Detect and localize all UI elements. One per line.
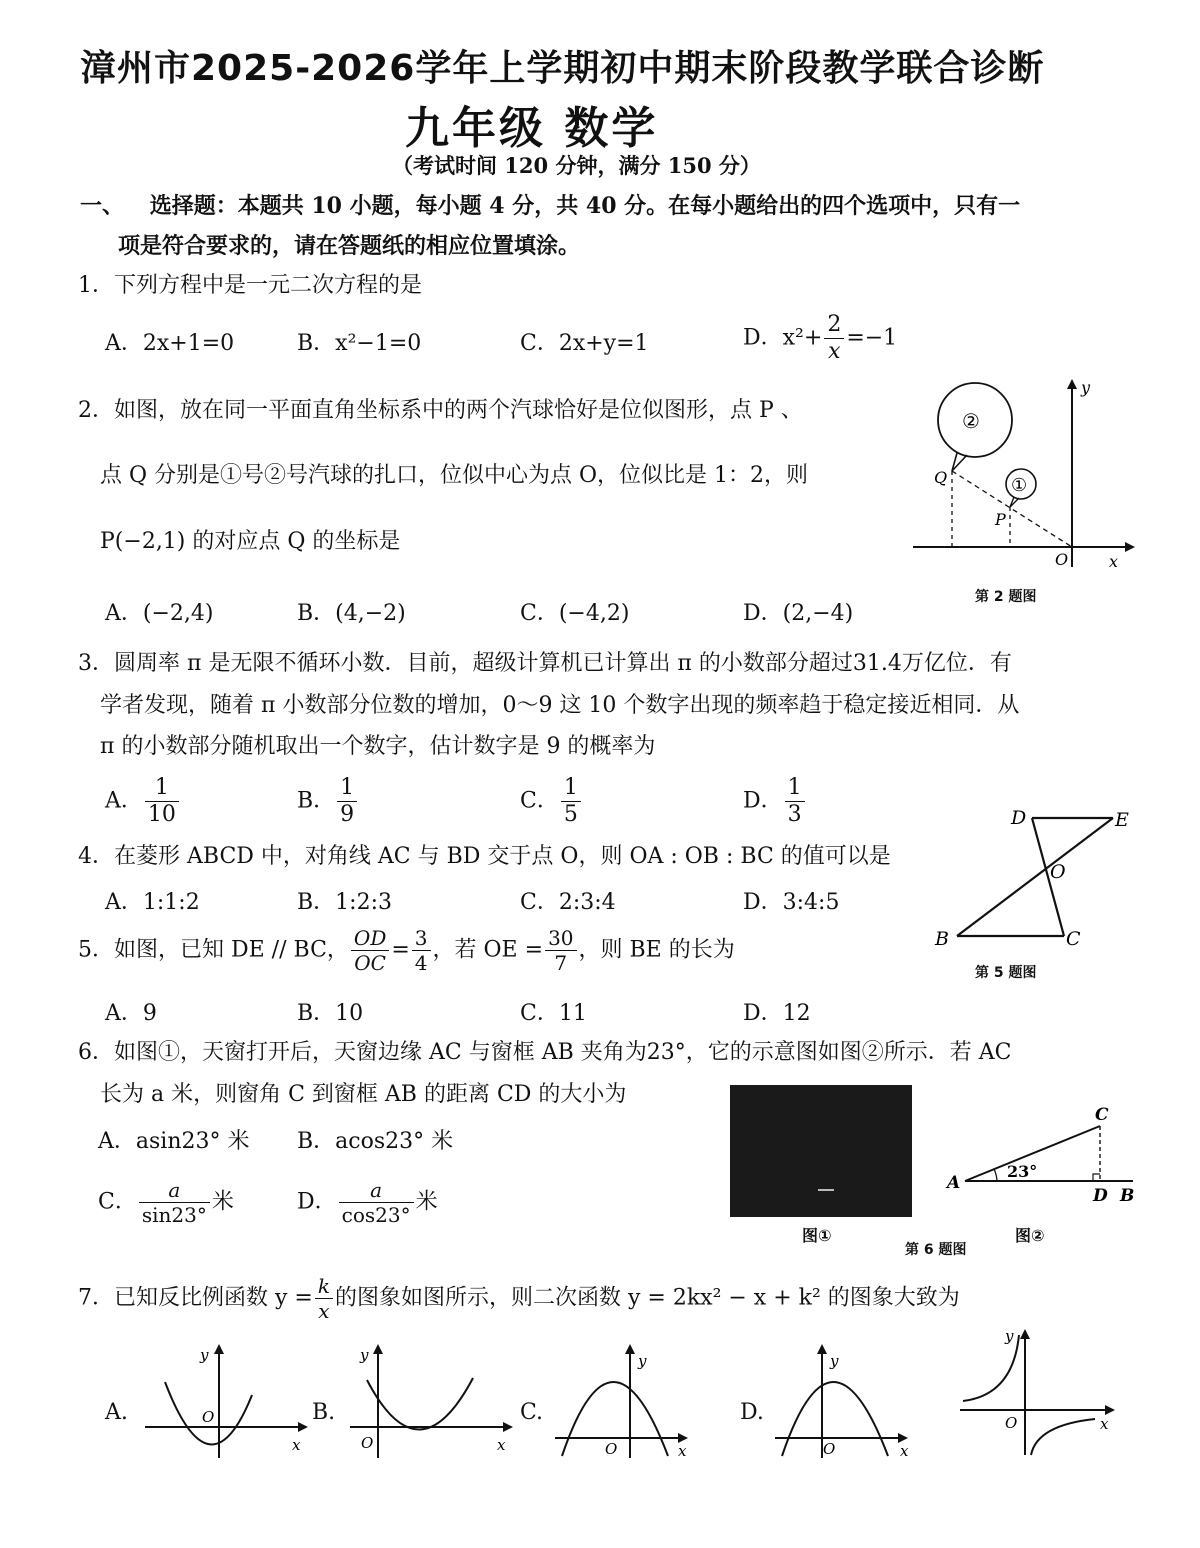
section-intro-line2: 项是符合要求的，请在答题纸的相应位置填涂。 [118,233,581,259]
point-d-label: D [1093,1186,1108,1206]
section-label: 一、 [80,193,125,219]
option-label: D． [297,1189,337,1215]
question-3-line1: 3．圆周率 π 是无限不循环小数．目前，超级计算机已计算出 π 的小数部分超过31.4万亿位．有 [78,651,1012,676]
y-axis-arrow [1020,1329,1030,1339]
q7-inverse-function-graph [955,1325,1125,1460]
origin-label: O [202,1408,215,1426]
q3-option-d-fraction [785,777,805,826]
equals-sign: = [391,937,410,963]
unit-label: 米 [415,1189,438,1215]
y-axis-arrow [214,1344,224,1354]
x-axis-arrow [1125,542,1135,552]
x-axis-arrow [298,1422,308,1432]
angle-label: 23° [1007,1162,1038,1181]
fraction-denominator: 5 [563,802,578,827]
q5-option-a: A．9 [105,1001,157,1026]
q3-option-c [520,777,583,826]
fraction-numerator: k [315,1276,333,1299]
point-o-label: O [1050,861,1066,883]
question-2-line3: P(−2,1) 的对应点 Q 的坐标是 [100,529,401,554]
fraction-denominator: cos23° [341,1203,411,1227]
exam-title: 漳州市2025-2026学年上学期初中期末阶段教学联合诊断 [80,48,1045,89]
fraction-denominator: 4 [414,951,428,975]
q2-option-c: C．(−4,2) [520,601,630,626]
q1-option-d-prefix: D．x²+ [743,325,823,351]
q2-option-b: B．(4,−2) [297,601,406,626]
q5-fraction-od-oc [351,928,389,973]
fraction-numerator: 1 [561,777,581,802]
q5-figure [925,800,1140,955]
photo-highlight [818,1189,834,1191]
angle-arc [994,1169,997,1181]
section-intro [80,186,1140,266]
option-label: A． [105,788,143,814]
q6-option-c [98,1180,234,1225]
q2-option-d: D．(2,−4) [743,601,854,626]
q5-figure-caption: 第 5 题图 [975,965,1037,981]
question-6-line2: 长为 a 米，则窗角 C 到窗框 AB 的距离 CD 的大小为 [100,1082,627,1107]
q2-option-a: A．(−2,4) [105,601,214,626]
q7-stem-part1: 7．已知反比例函数 y = [78,1285,313,1311]
question-3-line3: π 的小数部分随机取出一个数字，估计数字是 9 的概率为 [100,734,656,759]
q3-option-c-fraction [561,777,581,826]
origin-label: O [605,1440,618,1458]
fraction-numerator: OD [351,928,389,951]
q4-option-d: D．3:4:5 [743,890,840,915]
q4-option-a: A．1:1:2 [105,890,200,915]
option-label: B． [297,788,336,814]
y-axis-label: y [360,1346,369,1364]
q6-option-c-fraction [139,1180,210,1225]
x-axis-label: x [497,1436,506,1454]
parabola [367,1378,473,1430]
q6-option-a: A．asin23° 米 [98,1129,250,1154]
q5-stem-part1: 5．如图，已知 DE // BC， [78,937,349,963]
fraction-numerator: a [339,1180,414,1203]
x-axis-label: x [1109,552,1119,571]
q5-option-b: B．10 [297,1001,364,1026]
q1-option-b: B．x²−1=0 [297,331,422,356]
skylight-photo [730,1085,912,1217]
q7-option-a-graph [140,1340,315,1460]
q3-option-b [297,777,359,826]
origin-label: O [823,1440,836,1458]
question-2-line2: 点 Q 分别是①号②号汽球的扎口，位似中心为点 O，位似比是 1：2，则 [100,463,809,488]
q6-option-b: B．acos23° 米 [297,1129,454,1154]
question-3-line2: 学者发现，随着 π 小数部分位数的增加，0～9 这 10 个数字出现的频率趋于稳定接近相同．从 [100,693,1020,718]
q6-figure-caption: 第 6 题图 [905,1242,967,1258]
q5-option-c: C．11 [520,1001,587,1026]
fraction-denominator: 7 [554,951,568,975]
origin-label: O [1055,550,1069,569]
q3-option-b-fraction [337,777,357,826]
q5-stem-part3: ，则 BE 的长为 [578,937,735,963]
point-c-label: C [1095,1105,1109,1125]
fraction-numerator: 30 [545,928,576,951]
question-2-line1: 2．如图，放在同一平面直角坐标系中的两个汽球恰好是位似图形，点 P 、 [78,398,803,423]
fig2-caption: 图② [1015,1226,1045,1245]
y-axis-label: y [1081,378,1091,397]
q1-option-a: A．2x+1=0 [105,331,235,356]
point-b-label: B [935,928,949,950]
y-axis-arrow [625,1344,635,1354]
question-6-line1: 6．如图①，天窗打开后，天窗边缘 AC 与窗框 AB 夹角为23°，它的示意图如图②所示．若 AC [78,1040,1012,1065]
q7-option-d-graph [770,1340,920,1460]
right-angle-mark [1093,1174,1100,1181]
q1-option-d-suffix: =−1 [846,325,898,351]
point-a-label: A [947,1173,961,1193]
y-axis-arrow [373,1344,383,1354]
fraction-numerator: 2 [824,314,844,339]
x-axis-label: x [1100,1415,1109,1433]
y-axis-label: y [830,1352,839,1370]
fraction-denominator: sin23° [141,1203,207,1227]
q1-option-d [743,314,897,363]
segment-be [957,818,1113,936]
q3-option-a-fraction [145,777,179,826]
point-d-label: D [1011,807,1027,829]
q7-option-a-label: A. [105,1400,128,1425]
q5-fraction-3-4 [412,928,431,973]
q7-option-c-label: C. [520,1400,544,1425]
question-7-stem [78,1276,960,1321]
option-label: C． [98,1189,137,1215]
question-4-stem: 4．在菱形 ABCD 中，对角线 AC 与 BD 交于点 O，则 OA : OB : BC 的值可以是 [78,844,891,869]
fraction-denominator: 9 [340,802,355,827]
fraction-denominator: 3 [787,802,802,827]
point-q-label: Q [934,468,948,487]
origin-label: O [1005,1414,1018,1432]
q6-option-d [297,1180,438,1225]
q4-option-b: B．1:2:3 [297,890,392,915]
q1-option-c: C．2x+y=1 [520,331,649,356]
q2-figure-caption: 第 2 题图 [975,589,1037,605]
fraction-denominator: OC [354,951,386,975]
x-axis-label: x [292,1436,301,1454]
x-axis-arrow [503,1422,513,1432]
balloon-2-label: ② [962,409,980,433]
q7-fraction-k-x [315,1276,333,1321]
option-label: D． [743,788,783,814]
origin-label: O [361,1434,374,1452]
fraction-denominator: 10 [147,802,176,827]
q3-option-d [743,777,807,826]
x-axis-arrow [1105,1405,1115,1415]
fraction-denominator: x [318,1299,330,1323]
y-axis-arrow [817,1344,827,1354]
question-5-stem [78,928,735,973]
fraction-numerator: 1 [145,777,179,802]
fraction-denominator: x [828,339,841,364]
q6-option-d-fraction [339,1180,414,1225]
fraction-numerator: 1 [337,777,357,802]
q5-fraction-30-7 [545,928,576,973]
exam-info: （考试时间 120 分钟，满分 150 分） [392,153,761,178]
point-c-label: C [1066,928,1081,950]
fraction-numerator: a [139,1180,210,1203]
question-1-stem: 1．下列方程中是一元二次方程的是 [78,273,422,298]
q7-option-d-label: D. [740,1400,764,1425]
exam-subtitle: 九年级 数学 [405,103,659,154]
option-label: C． [520,788,559,814]
point-b-label: B [1120,1186,1135,1206]
y-axis-label: y [1005,1327,1014,1345]
q5-option-d: D．12 [743,1001,811,1026]
q4-option-c: C．2:3:4 [520,890,616,915]
point-p-label: P [995,510,1006,529]
point-e-label: E [1115,809,1129,831]
q3-option-a [105,777,181,826]
y-axis-label: y [638,1352,647,1370]
q1-option-d-fraction [824,314,844,363]
fraction-numerator: 1 [785,777,805,802]
y-axis-label: y [200,1346,209,1364]
q7-stem-part2: 的图象如图所示，则二次函数 y = 2kx² − x + k² 的图象大致为 [334,1285,960,1311]
y-axis-arrow [1067,379,1077,389]
q7-option-b-label: B. [312,1400,336,1425]
unit-label: 米 [211,1189,234,1215]
q2-figure [905,375,1135,575]
section-intro-line1: 选择题：本题共 10 小题，每小题 4 分，共 40 分。在每小题给出的四个选项中，只有一 [149,193,1021,219]
fig1-caption: 图① [802,1226,832,1245]
balloon-1-knot [1010,497,1019,507]
balloon-1-label: ① [1011,475,1028,496]
q7-option-b-graph [345,1340,520,1460]
q6-figure-2 [945,1098,1145,1213]
x-axis-label: x [678,1442,687,1460]
q5-stem-part2: ，若 OE = [432,937,544,963]
x-axis-label: x [900,1442,909,1460]
fraction-numerator: 3 [412,928,431,951]
hyperbola-branch-quadrant-4 [1031,1419,1095,1455]
q7-option-c-graph [550,1340,725,1460]
